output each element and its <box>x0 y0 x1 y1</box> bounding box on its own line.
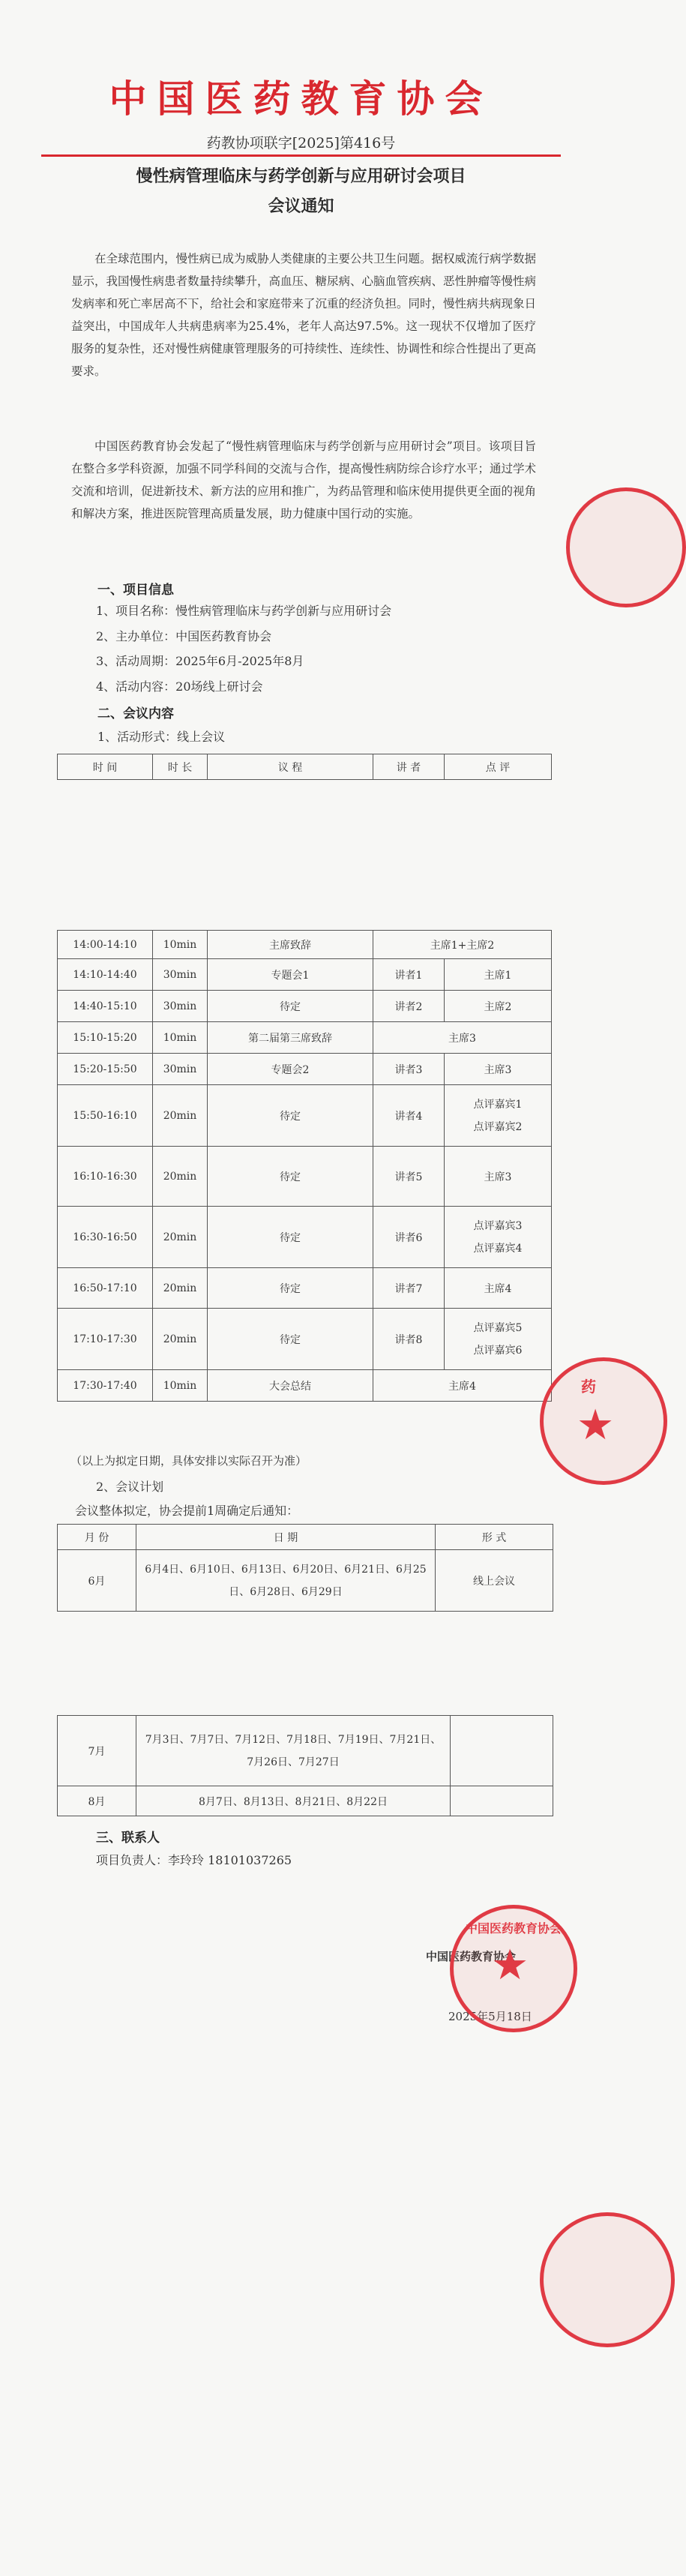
agenda-cell: 专题会1 <box>208 959 373 991</box>
section-heading-contact: 三、联系人 <box>96 1831 160 1846</box>
duration-cell: 30min <box>153 959 208 991</box>
agenda-cell: 待定 <box>208 1268 373 1309</box>
col-header-duration: 时 长 <box>153 754 208 780</box>
dates-cell: 8月7日、8月13日、8月21日、8月22日 <box>136 1786 451 1816</box>
agenda-cell: 大会总结 <box>208 1370 373 1402</box>
time-cell: 15:20-15:50 <box>58 1054 153 1085</box>
crossing-seal-fragment <box>540 1357 667 1485</box>
speaker-cell: 讲者2 <box>373 991 445 1022</box>
col-header-form: 形 式 <box>436 1525 553 1550</box>
month-cell: 8月 <box>58 1786 136 1816</box>
table-row <box>58 1370 552 1402</box>
table-row <box>58 959 552 991</box>
agenda-cell: 待定 <box>208 991 373 1022</box>
duration-cell: 10min <box>153 931 208 959</box>
agenda-cell: 待定 <box>208 1147 373 1207</box>
time-cell: 14:10-14:40 <box>58 959 153 991</box>
agenda-cell: 待定 <box>208 1309 373 1370</box>
org-title: 中国医药教育协会 <box>109 76 493 121</box>
time-cell: 16:50-17:10 <box>58 1268 153 1309</box>
duration-cell: 10min <box>153 1370 208 1402</box>
table-row <box>58 1054 552 1085</box>
duration-cell: 20min <box>153 1085 208 1147</box>
speaker-cell: 讲者1 <box>373 959 445 991</box>
comment-guest: 点评嘉宾3 <box>473 1219 523 1232</box>
table-row <box>58 1147 552 1207</box>
time-cell: 17:30-17:40 <box>58 1370 153 1402</box>
duration-cell: 20min <box>153 1268 208 1309</box>
star-icon: ★ <box>577 1401 615 1450</box>
meeting-plan-desc: 会议整体拟定，协会提前1周确定后通知： <box>75 1504 299 1518</box>
speaker-cell: 讲者6 <box>373 1207 445 1268</box>
speaker-cell: 讲者7 <box>373 1268 445 1309</box>
time-cell: 15:50-16:10 <box>58 1085 153 1147</box>
col-header-time: 时 间 <box>58 754 153 780</box>
comment-cell: 主席3 <box>445 1054 552 1085</box>
agenda-table <box>57 930 552 1402</box>
meeting-plan-table-cont <box>57 1715 553 1816</box>
time-cell: 14:40-15:10 <box>58 991 153 1022</box>
col-header-month: 月 份 <box>58 1525 136 1550</box>
project-info-item: 3、活动周期：2025年6月-2025年8月 <box>96 654 304 668</box>
comment-cell <box>445 1207 552 1268</box>
table-row <box>58 931 552 959</box>
col-header-comment: 点 评 <box>445 754 552 780</box>
speaker-cell: 讲者8 <box>373 1309 445 1370</box>
duration-cell: 10min <box>153 1022 208 1054</box>
duration-cell: 20min <box>153 1309 208 1370</box>
time-cell: 17:10-17:30 <box>58 1309 153 1370</box>
month-cell: 7月 <box>58 1716 136 1786</box>
table-row <box>58 1268 552 1309</box>
table-row <box>58 1085 552 1147</box>
activity-format: 1、活动形式：线上会议 <box>97 730 226 744</box>
table-row <box>58 1716 553 1786</box>
section-heading-project-info: 一、项目信息 <box>97 583 174 598</box>
comment-cell <box>445 1085 552 1147</box>
header-divider <box>41 154 561 157</box>
comment-guest: 点评嘉宾4 <box>473 1242 523 1255</box>
crossing-seal-fragment <box>566 487 686 607</box>
time-cell: 16:30-16:50 <box>58 1207 153 1268</box>
signature-org: 中国医药教育协会 <box>426 1950 517 1963</box>
comment-guest: 点评嘉宾6 <box>473 1344 523 1357</box>
dates-cell: 6月4日、6月10日、6月13日、6月20日、6月21日、6月25日、6月28日、6月29日 <box>136 1550 436 1612</box>
notice-subtitle: 会议通知 <box>268 196 334 216</box>
comment-guest: 点评嘉宾5 <box>473 1321 523 1334</box>
comment-cell <box>445 1309 552 1370</box>
speaker-cell: 主席4 <box>373 1370 552 1402</box>
agenda-cell: 专题会2 <box>208 1054 373 1085</box>
meeting-plan-heading: 2、会议计划 <box>96 1480 164 1494</box>
comment-cell: 主席4 <box>445 1268 552 1309</box>
comment-guest: 点评嘉宾1 <box>473 1098 523 1111</box>
duration-cell: 20min <box>153 1147 208 1207</box>
form-cell <box>451 1716 553 1786</box>
speaker-cell: 讲者4 <box>373 1085 445 1147</box>
seal-character: 药 <box>581 1378 596 1396</box>
comment-cell: 主席1 <box>445 959 552 991</box>
crossing-seal-fragment <box>540 2212 675 2347</box>
table-row <box>58 1207 552 1268</box>
table-row <box>58 991 552 1022</box>
comment-guest: 点评嘉宾2 <box>473 1120 523 1133</box>
agenda-cell: 待定 <box>208 1085 373 1147</box>
time-cell: 16:10-16:30 <box>58 1147 153 1207</box>
official-seal <box>450 1905 577 2032</box>
project-info-item: 2、主办单位：中国医药教育协会 <box>96 629 272 643</box>
col-header-dates: 日 期 <box>136 1525 436 1550</box>
dates-cell: 7月3日、7月7日、7月12日、7月18日、7月19日、7月21日、7月26日、7月27日 <box>136 1716 451 1786</box>
project-info-item: 1、项目名称：慢性病管理临床与药学创新与应用研讨会 <box>96 604 392 618</box>
notice-title: 慢性病管理临床与药学创新与应用研讨会项目 <box>136 166 466 186</box>
col-header-speaker: 讲 者 <box>373 754 445 780</box>
project-info-item: 4、活动内容：20场线上研讨会 <box>96 679 263 694</box>
intro-paragraph-1: 在全球范围内，慢性病已成为威胁人类健康的主要公共卫生问题。据权威流行病学数据显示，我国慢性病患者数量持续攀升，高血压、糖尿病、心脑血管疾病、恶性肿瘤等慢性病发病率和死亡率居高不下，给社会和家庭带来了沉重的经济负担。同时，慢性病共病现象日益突出，中国成年人共病患病率为25.4%，老年人高达97.5%。这一现状不仅增加了医疗服务的复杂性，还对慢性病健康管理服务的可持续性、连续性、协调性和综合性提出了更高要求。 <box>71 252 537 378</box>
seal-text: 中国医药教育协会 <box>465 1921 562 1936</box>
duration-cell: 20min <box>153 1207 208 1268</box>
contact-info: 项目负责人：李玲玲 18101037265 <box>96 1853 292 1867</box>
month-cell: 6月 <box>58 1550 136 1612</box>
table-row <box>58 1550 553 1612</box>
signature-date: 2025年5月18日 <box>448 2010 532 2023</box>
form-cell <box>451 1786 553 1816</box>
comment-cell: 主席3 <box>445 1147 552 1207</box>
col-header-agenda: 议 程 <box>208 754 373 780</box>
form-cell: 线上会议 <box>436 1550 553 1612</box>
time-cell: 14:00-14:10 <box>58 931 153 959</box>
speaker-cell: 主席3 <box>373 1022 552 1054</box>
table-row <box>58 1786 553 1816</box>
agenda-cell: 主席致辞 <box>208 931 373 959</box>
meeting-plan-table <box>57 1524 553 1612</box>
agenda-cell: 第二届第三席致辞 <box>208 1022 373 1054</box>
agenda-cell: 待定 <box>208 1207 373 1268</box>
speaker-cell: 讲者3 <box>373 1054 445 1085</box>
table-row <box>58 1309 552 1370</box>
table-row <box>58 1022 552 1054</box>
star-icon: ★ <box>491 1941 529 1990</box>
speaker-cell: 主席1+主席2 <box>373 931 552 959</box>
duration-cell: 30min <box>153 1054 208 1085</box>
intro-paragraph-2: 中国医药教育协会发起了“慢性病管理临床与药学创新与应用研讨会”项目。该项目旨在整合多学科资源，加强不同学科间的交流与合作，提高慢性病防综合诊疗水平；通过学术交流和培训，促进新技术、新方法的应用和推广，为药品管理和临床使用提供更全面的视角和解决方案，推进医院管理高质量发展，助力健康中国行动的实施。 <box>71 439 537 520</box>
section-heading-meeting-content: 二、会议内容 <box>97 706 174 721</box>
doc-number: 药教协项联字[2025]第416号 <box>206 135 396 151</box>
agenda-header-table <box>57 754 552 780</box>
time-cell: 15:10-15:20 <box>58 1022 153 1054</box>
speaker-cell: 讲者5 <box>373 1147 445 1207</box>
table-note: （以上为拟定日期，具体安排以实际召开为准） <box>70 1454 307 1468</box>
duration-cell: 30min <box>153 991 208 1022</box>
comment-cell: 主席2 <box>445 991 552 1022</box>
